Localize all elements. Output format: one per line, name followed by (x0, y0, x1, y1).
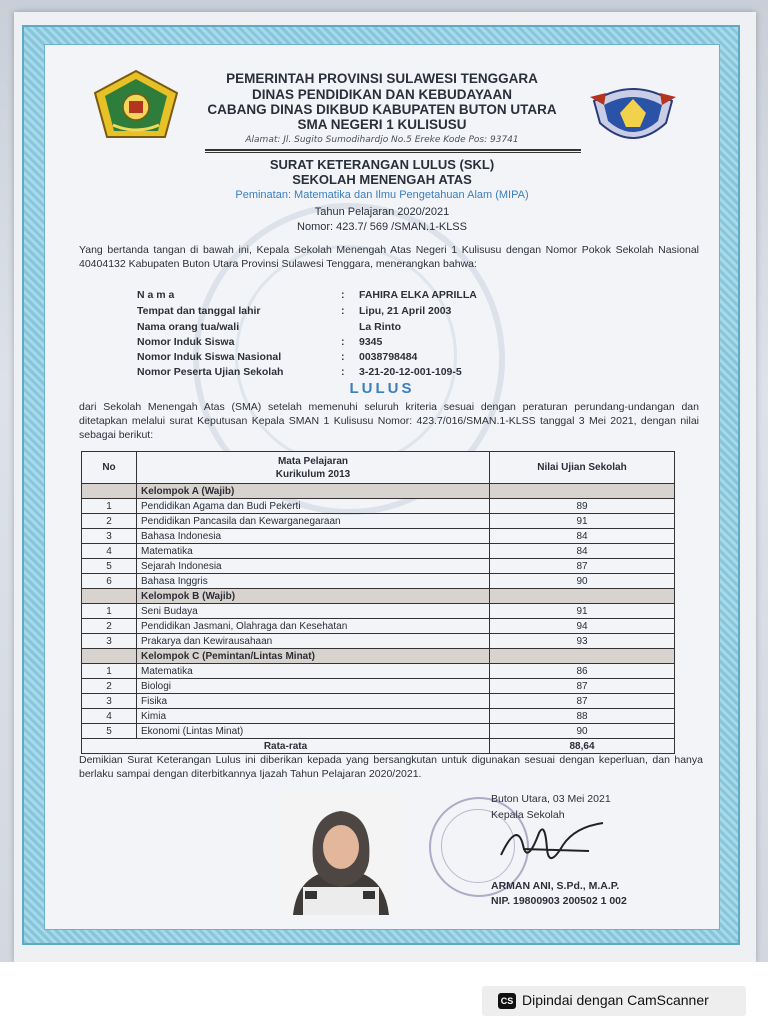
group-cell-empty (490, 484, 675, 499)
group-label: Kelompok B (Wajib) (137, 589, 490, 604)
academic-year: Tahun Pelajaran 2020/2021 (314, 206, 450, 218)
average-label: Rata-rata (82, 739, 490, 754)
signatory-name: ARMAN ANI, S.Pd., M.A.P. (491, 880, 620, 892)
average-value: 88,64 (490, 739, 675, 754)
peminatan-line: Peminatan: Matematika dan Ilmu Pengetahuan Alam (MIPA) (235, 189, 529, 201)
identity-colon: : (341, 289, 345, 301)
header-divider-thin (205, 152, 581, 153)
identity-label: Nomor Peserta Ujian Sekolah (137, 366, 284, 378)
group-label: Kelompok C (Pemintan/Lintas Minat) (137, 649, 490, 664)
average-row (82, 739, 675, 754)
row-subject: Pendidikan Pancasila dan Kewarganegaraan (137, 514, 490, 529)
identity-colon: : (341, 305, 345, 317)
row-subject: Prakarya dan Kewirausahaan (137, 634, 490, 649)
row-no: 6 (82, 574, 137, 589)
table-row (82, 619, 675, 634)
camscanner-icon: CS (498, 993, 516, 1009)
table-row (82, 529, 675, 544)
handwritten-signature (493, 815, 613, 879)
row-score: 86 (490, 664, 675, 679)
identity-value: FAHIRA ELKA APRILLA (359, 289, 477, 301)
identity-label: N a m a (137, 289, 175, 301)
identity-colon: : (341, 336, 345, 348)
row-no: 2 (82, 679, 137, 694)
header-divider (205, 149, 581, 151)
certificate-page (44, 44, 720, 930)
table-row (82, 694, 675, 709)
row-score: 87 (490, 559, 675, 574)
group-cell-empty (82, 484, 137, 499)
signatory-nip: NIP. 19800903 200502 1 002 (491, 895, 627, 907)
table-row (82, 709, 675, 724)
row-subject: Bahasa Inggris (137, 574, 490, 589)
column-header-subject (137, 452, 490, 484)
row-no: 3 (82, 694, 137, 709)
row-subject: Kimia (137, 709, 490, 724)
camscanner-watermark (482, 986, 746, 1016)
group-row (82, 484, 675, 499)
certificate-number: Nomor: 423.7/ 569 /SMAN.1-KLSS (297, 221, 467, 233)
certificate-subtitle: SEKOLAH MENENGAH ATAS (292, 172, 472, 187)
row-score: 91 (490, 514, 675, 529)
student-portrait-image (279, 791, 403, 915)
school-address: Alamat: Jl. Sugito Sumodihardjo No.5 Ereke Kode Pos: 93741 (245, 135, 519, 145)
identity-value: 9345 (359, 336, 383, 348)
row-subject: Biologi (137, 679, 490, 694)
group-row (82, 589, 675, 604)
decision-paragraph: dari Sekolah Menengah Atas (SMA) setelah memenuhi seluruh kriteria sesuai dengan peraturan perundang-undangan dan ditetapkan melalui surat Keputusan Kepala SMAN 1 Kulisusu Nomor: 423.7/016/SMAN.1-KLSS tanggal 3 Mei 2021, dengan nilai sebagai berikut: (79, 401, 699, 441)
row-no: 1 (82, 499, 137, 514)
row-no: 2 (82, 619, 137, 634)
row-subject: Bahasa Indonesia (137, 529, 490, 544)
group-row (82, 649, 675, 664)
row-score: 87 (490, 694, 675, 709)
row-score: 93 (490, 634, 675, 649)
identity-label: Nama orang tua/wali (137, 321, 240, 333)
header-department: DINAS PENDIDIKAN DAN KEBUDAYAAN (251, 87, 513, 102)
row-subject: Pendidikan Jasmani, Olahraga dan Kesehatan (137, 619, 490, 634)
row-no: 2 (82, 514, 137, 529)
row-no: 4 (82, 544, 137, 559)
row-no: 1 (82, 664, 137, 679)
row-subject: Fisika (137, 694, 490, 709)
group-label: Kelompok A (Wajib) (137, 484, 490, 499)
row-no: 3 (82, 634, 137, 649)
camscanner-text: Dipindai dengan CamScanner (522, 992, 709, 1008)
identity-value: La Rinto (359, 321, 401, 333)
group-cell-empty (82, 589, 137, 604)
signature-place-date: Buton Utara, 03 Mei 2021 (491, 793, 611, 805)
identity-label: Tempat dan tanggal lahir (137, 305, 261, 317)
table-header-row (82, 452, 675, 484)
table-row (82, 544, 675, 559)
table-row (82, 724, 675, 739)
table-row (82, 559, 675, 574)
row-no: 3 (82, 529, 137, 544)
row-subject: Sejarah Indonesia (137, 559, 490, 574)
table-row (82, 664, 675, 679)
row-score: 84 (490, 544, 675, 559)
header-branch: CABANG DINAS DIKBUD KABUPATEN BUTON UTARA (207, 102, 557, 117)
row-no: 1 (82, 604, 137, 619)
graduation-status: LULUS (349, 380, 415, 397)
table-row (82, 604, 675, 619)
row-subject: Seni Budaya (137, 604, 490, 619)
row-score: 88 (490, 709, 675, 724)
row-score: 90 (490, 574, 675, 589)
identity-value: Lipu, 21 April 2003 (359, 305, 452, 317)
column-header-no: No (82, 452, 137, 484)
header-government: PEMERINTAH PROVINSI SULAWESI TENGGARA (226, 71, 538, 86)
identity-label: Nomor Induk Siswa (137, 336, 235, 348)
identity-value: 0038798484 (359, 351, 418, 363)
closing-paragraph: Demikian Surat Keterangan Lulus ini diberikan kepada yang bersangkutan untuk digunakan sesuai dengan keperluan, dan hanya berlaku sampai dengan diterbitkannya Ijazah Tahun Pelajaran 2020/2021. (79, 754, 703, 780)
identity-label: Nomor Induk Siswa Nasional (137, 351, 282, 363)
row-score: 89 (490, 499, 675, 514)
table-row (82, 679, 675, 694)
signature-position: Kepala Sekolah (491, 809, 565, 821)
row-subject: Matematika (137, 664, 490, 679)
group-cell-empty (490, 649, 675, 664)
column-header-subject-line2: Kurikulum 2013 (275, 468, 351, 480)
table-row (82, 634, 675, 649)
table-row (82, 499, 675, 514)
row-subject: Ekonomi (Lintas Minat) (137, 724, 490, 739)
group-cell-empty (490, 589, 675, 604)
identity-colon: : (341, 351, 345, 363)
row-score: 91 (490, 604, 675, 619)
row-score: 87 (490, 679, 675, 694)
identity-colon: : (341, 366, 345, 378)
row-score: 84 (490, 529, 675, 544)
table-row (82, 514, 675, 529)
row-subject: Pendidikan Agama dan Budi Pekerti (137, 499, 490, 514)
row-score: 90 (490, 724, 675, 739)
row-score: 94 (490, 619, 675, 634)
group-cell-empty (82, 649, 137, 664)
row-no: 4 (82, 709, 137, 724)
row-no: 5 (82, 724, 137, 739)
table-row (82, 574, 675, 589)
intro-paragraph: Yang bertanda tangan di bawah ini, Kepala Sekolah Menengah Atas Negeri 1 Kulisusu dengan Nomor Pokok Sekolah Nasional 40404132 Kabupaten Buton Utara Provinsi Sulawesi Tenggara, menerangkan bahwa: (79, 244, 699, 270)
column-header-subject-line1: Mata Pelajaran (277, 455, 349, 467)
row-subject: Matematika (137, 544, 490, 559)
header-school: SMA NEGERI 1 KULISUSU (297, 117, 467, 132)
student-photo (279, 791, 403, 915)
identity-value: 3-21-20-12-001-109-5 (359, 366, 462, 378)
row-no: 5 (82, 559, 137, 574)
column-header-score: Nilai Ujian Sekolah (490, 452, 675, 484)
grades-table (81, 451, 675, 754)
certificate-title: SURAT KETERANGAN LULUS (SKL) (269, 157, 495, 172)
